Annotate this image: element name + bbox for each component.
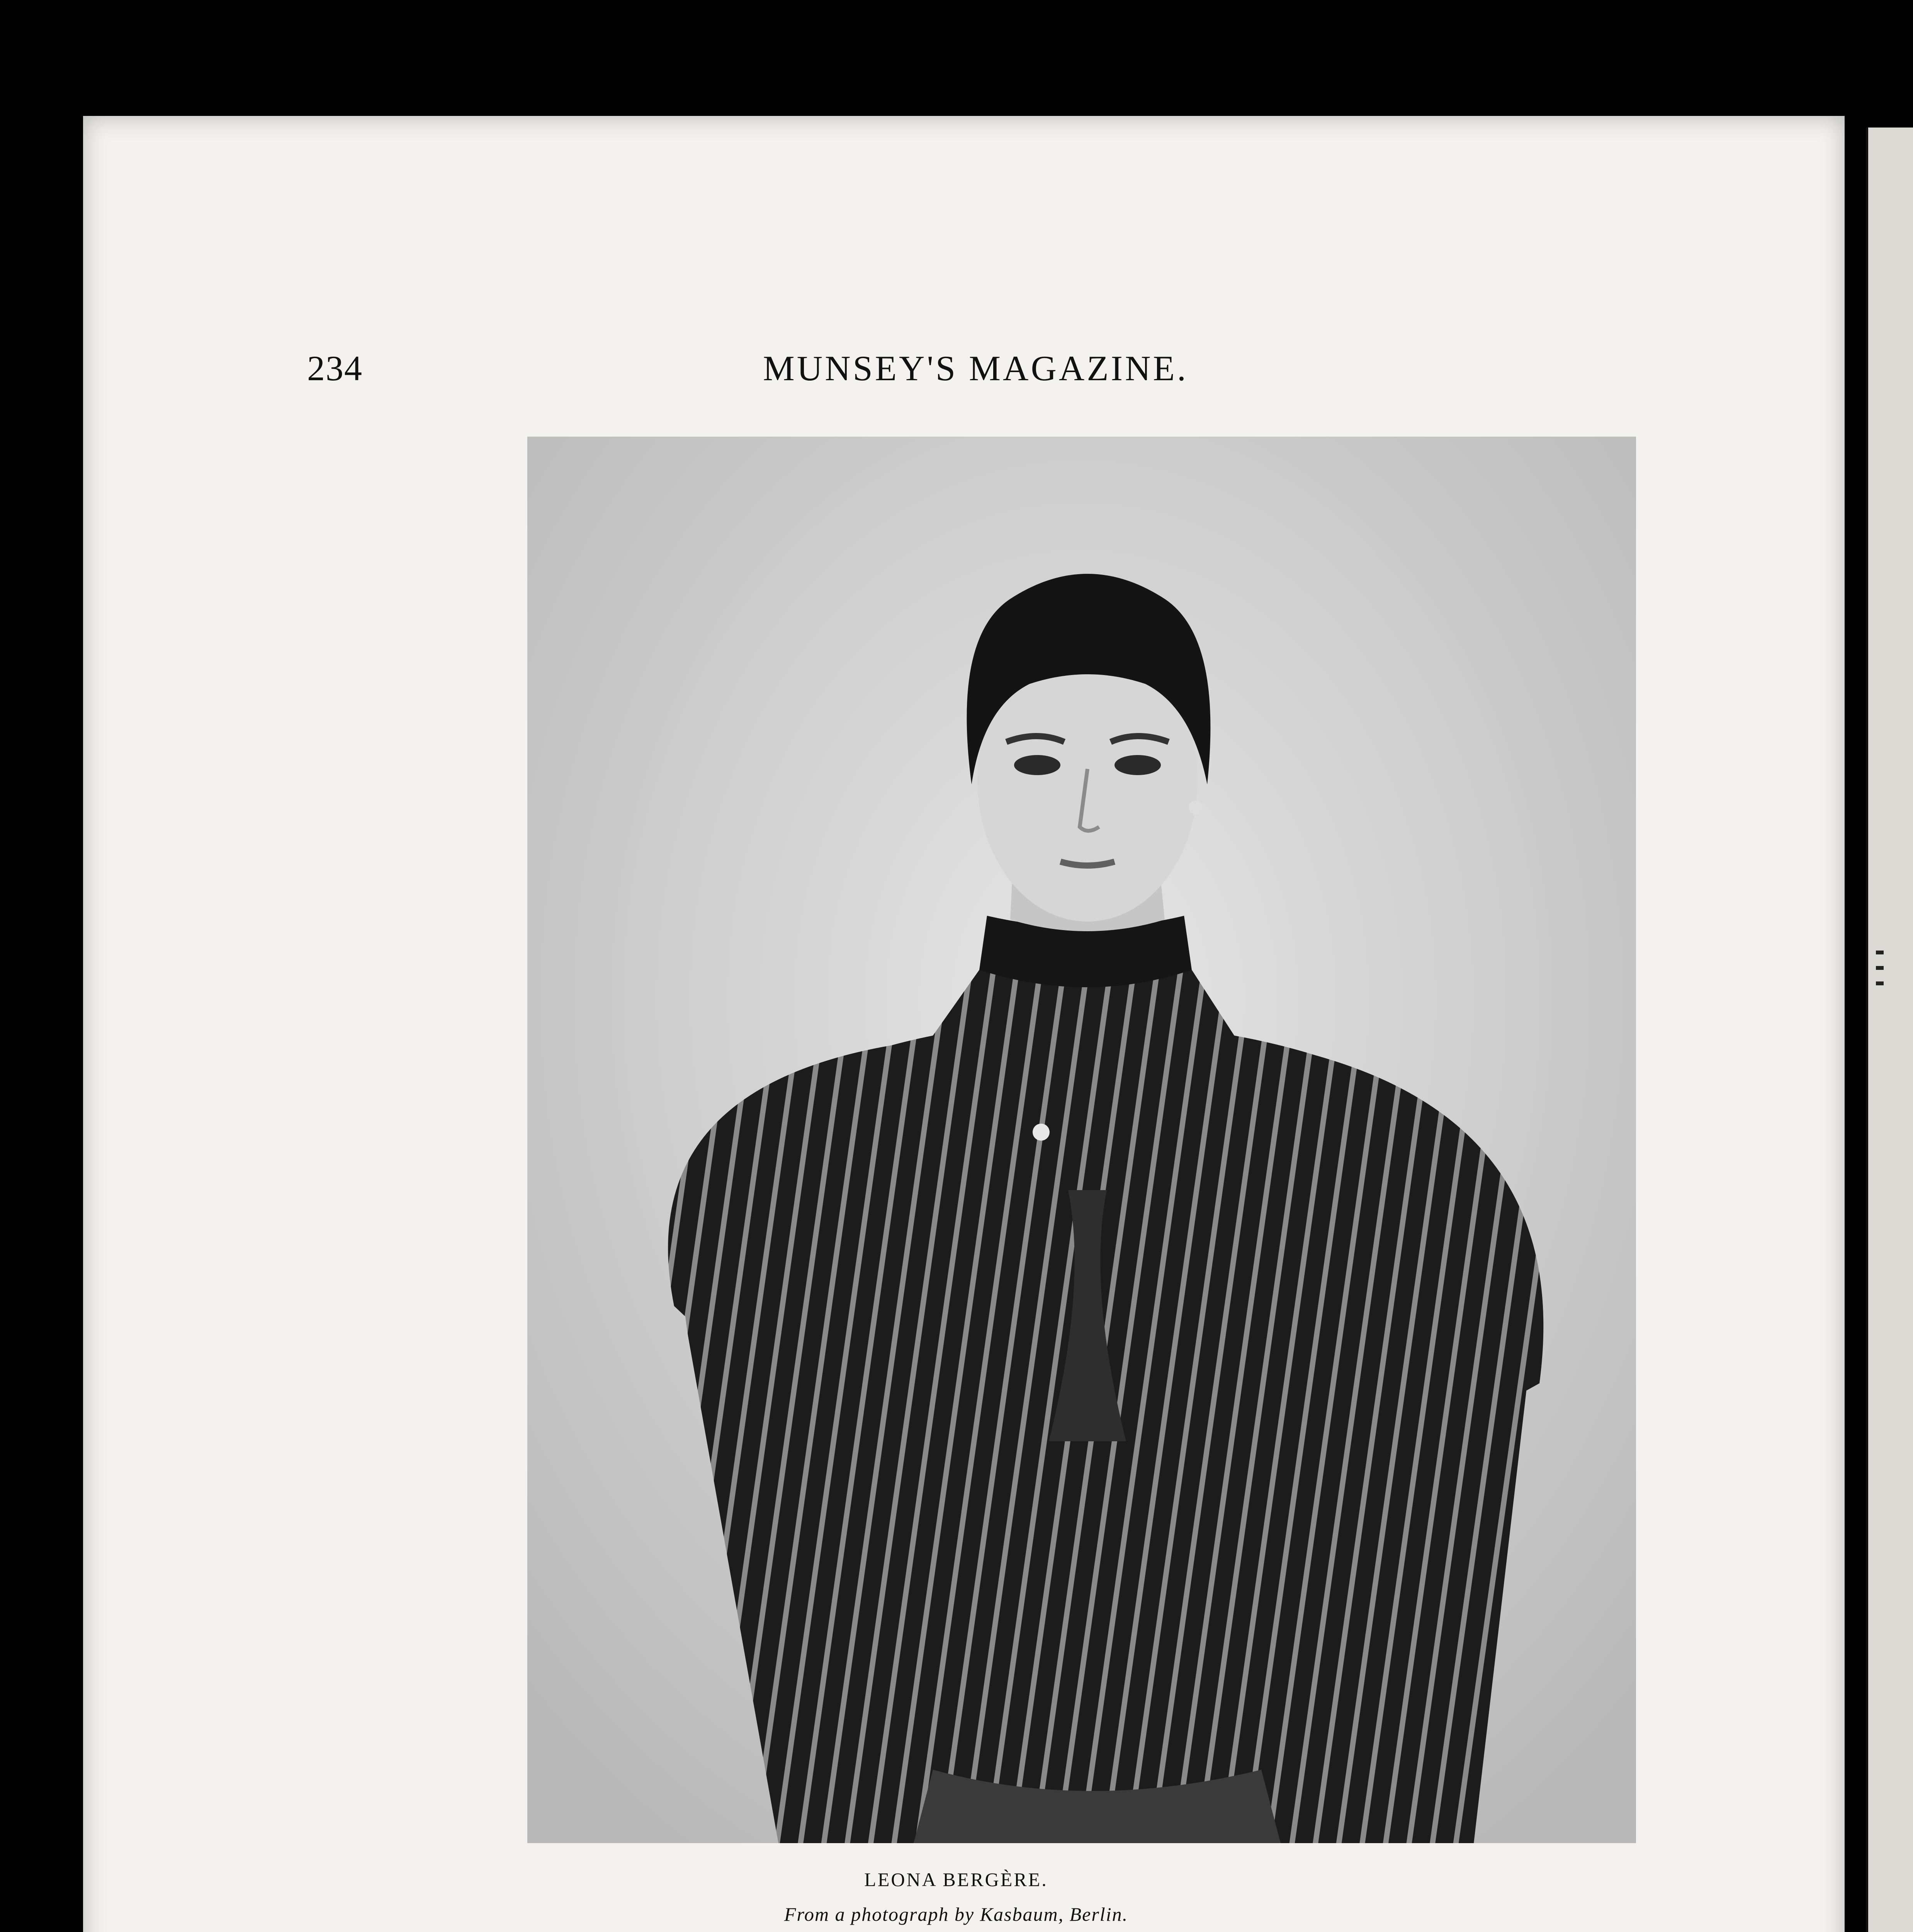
page-edge-marks bbox=[1876, 951, 1884, 997]
magazine-title: MUNSEY'S MAGAZINE. bbox=[763, 349, 1188, 388]
photo-caption-credit: From a photograph by Kasbaum, Berlin. bbox=[784, 1903, 1128, 1925]
page-number: 234 bbox=[307, 349, 363, 388]
portrait-photograph-icon bbox=[527, 437, 1636, 1843]
portrait-photograph bbox=[527, 437, 1636, 1843]
magazine-page bbox=[83, 116, 1845, 1932]
running-head bbox=[83, 348, 1845, 390]
photo-caption-name: LEONA BERGÈRE. bbox=[864, 1869, 1048, 1890]
adjacent-page-edge bbox=[1866, 128, 1913, 1932]
